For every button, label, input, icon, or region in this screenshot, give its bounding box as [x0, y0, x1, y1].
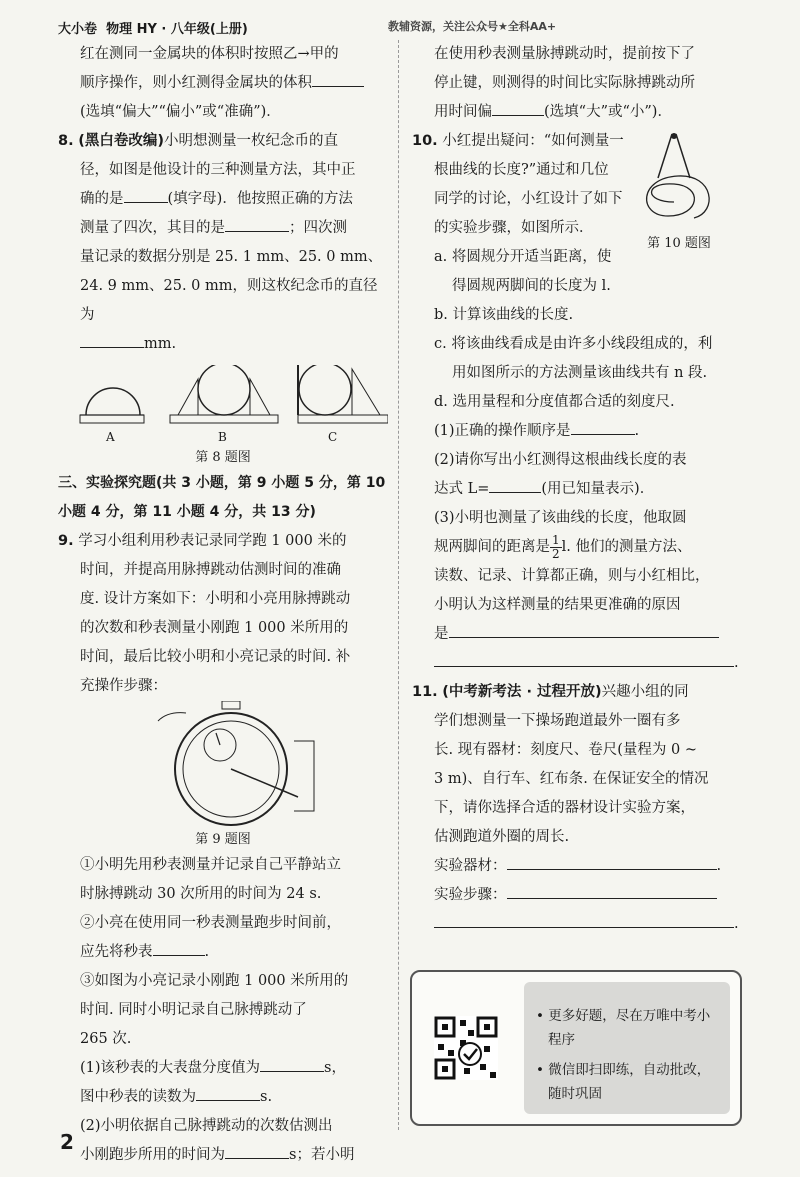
- answer-blank[interactable]: [434, 650, 734, 667]
- fig8-label-c: C: [328, 430, 338, 444]
- answer-blank[interactable]: [449, 621, 719, 638]
- promo-item-1: • 更多好题，尽在万唯中考小程序: [536, 1008, 711, 1048]
- fig8-label-a: A: [106, 430, 115, 444]
- coin-measurement-diagram: [58, 365, 388, 425]
- answer-blank[interactable]: [80, 331, 144, 348]
- fig10-caption: 第 10 题图: [647, 236, 711, 251]
- fig8-caption: 第 8 题图: [195, 450, 251, 465]
- promo-box: [410, 970, 742, 1126]
- answer-blank[interactable]: [225, 215, 289, 232]
- answer-blank[interactable]: [507, 882, 717, 899]
- page-number: 2: [60, 1130, 74, 1154]
- fig9-caption: 第 9 题图: [195, 832, 251, 847]
- fig8-label-b: B: [218, 430, 227, 444]
- promo-item-2: • 微信即扫即练，自动批改，随时巩固: [536, 1062, 711, 1102]
- figure-9: [138, 701, 388, 829]
- question-11: 11. (中考新考法 · 过程开放)兴趣小组的同: [412, 684, 689, 700]
- question-9: 9. 学习小组利用秒表记录同学跑 1 000 米的: [58, 533, 347, 549]
- figure-10: [634, 132, 724, 255]
- answer-blank[interactable]: [153, 939, 205, 956]
- answer-blank[interactable]: [196, 1084, 260, 1101]
- answer-blank[interactable]: [507, 853, 717, 870]
- section-3-heading: 三、实验探究题(共 3 小题，第 9 小题 5 分，第 10 小题 4 分，第 11 小题 4 分，共 13 分): [58, 475, 386, 520]
- q7-continuation: 红在测同一金属块的体积时按照乙→甲的: [80, 46, 339, 62]
- answer-blank[interactable]: [571, 418, 635, 435]
- page-header: [58, 18, 760, 40]
- answer-blank[interactable]: [489, 476, 541, 493]
- compass-curve-diagram: [634, 132, 724, 222]
- header-watermark: 教辅资源，关注公众号★全科AA+: [388, 20, 557, 33]
- left-column: 红在测同一金属块的体积时按照乙→甲的 顺序操作，则小红测得金属块的体积 (选填“偏大”“偏小”或“准确”)． 8. (黑白卷改编)小明想测量一枚纪念币的直 径，如图是他设计的三种测量方法，其中正 确的是 (填字母)．他按照正确的方法 测量了四次，其目的是 ；四次测 量记录的数据分别是 25. 1 mm、25. 0 mm、 24. 9 mm、25. 0 mm，则这枚纪念币的直径为 mm. A B C 第 8 题图 三、实验探究题(共 3 小题，第 9 小题 5 分，第 10 小题 4 分，第 11 小题 4 分，共 13 分) 9. 学习小组利用秒表记录同学跑 1 000 米的 时间，并提高用脉搏跳动估测时间的准确 度. 设计方案如下：小明和小亮用脉搏跳动 的次数和秒表测量小刚跑 1 000 米所用的 时间，最后比较小明和小亮记录的时间. 补 充操作步骤： 第 9 题图 ①小明先用秒表测量并记录自己平静站立 时脉搏跳动 30 次所用的时间为 24 s. ②小亮在使用同一秒表测量跑步时间前， 应先将秒表 . ③如图为小亮记录小刚跑 1 000 米所用的 时间. 同时小明记录自己脉搏跳动了 265 次. (1)该秒表的大表盘分度值为 s， 图中秒表的读数为 s. (2)小明依据自己脉搏跳动的次数估测出 小刚跑步所用的时间为 s；若小明: [58, 40, 388, 1170]
- question-10: 10. 小红提出疑问：“如何测量一: [412, 133, 624, 149]
- figure-8: [58, 365, 388, 447]
- right-column: 在使用秒表测量脉搏跳动时，提前按下了 停止键，则测得的时间比实际脉搏跳动所 用时间偏 (选填“大”或“小”)． 10. 小红提出疑问：“如何测量一 根曲线的长度?”通过和几位 同学的讨论，小红设计了如下 的实验步骤，如图所示． 第 10 题图 a. 将圆规分开适当距离，使 得圆规两脚间的长度为 l. b. 计算该曲线的长度. c. 将该曲线看成是由许多小线段组成的，利 用如图所示的方法测量该曲线共有 n 段. d. 选用量程和分度值都合适的刻度尺. (1)正确的操作顺序是 . (2)请你写出小红测得这根曲线长度的表 达式 L= (用已知量表示)． (3)小明也测量了该曲线的长度，他取圆 规两脚间的距离是 $\frac{1}{2}$ l. 他们的测量方法、 读数、记录、计算都正确，则与小红相比， 小明认为这样测量的结果更准确的原因 是 . 11. (中考新考法 · 过程开放)兴趣小组的同 学们想测量一下操场跑道最外一圈有多 长. 现有器材：刻度尺、卷尺(量程为 0 ~ 3 m)、自行车、红布条. 在保证安全的情况 下，请你选择合适的器材设计实验方案， 估测跑道外圈的周长. 实验器材： . 实验步骤： .: [412, 40, 742, 939]
- header-title: 大小卷 物理 HY · 八年级(上册): [58, 22, 248, 37]
- answer-blank[interactable]: [260, 1055, 324, 1072]
- answer-blank[interactable]: [124, 186, 168, 203]
- qr-code-icon[interactable]: [434, 1016, 498, 1080]
- promo-text: [524, 982, 730, 1114]
- fraction-one-half: $\frac{1}{2}$: [552, 532, 560, 561]
- answer-blank[interactable]: [434, 911, 734, 928]
- answer-blank[interactable]: [312, 70, 364, 87]
- question-8: 8. (黑白卷改编)小明想测量一枚纪念币的直: [58, 133, 338, 149]
- stopwatch-diagram: [138, 701, 328, 829]
- answer-blank[interactable]: [492, 99, 544, 116]
- answer-blank[interactable]: [225, 1142, 289, 1159]
- column-divider: [398, 40, 400, 1130]
